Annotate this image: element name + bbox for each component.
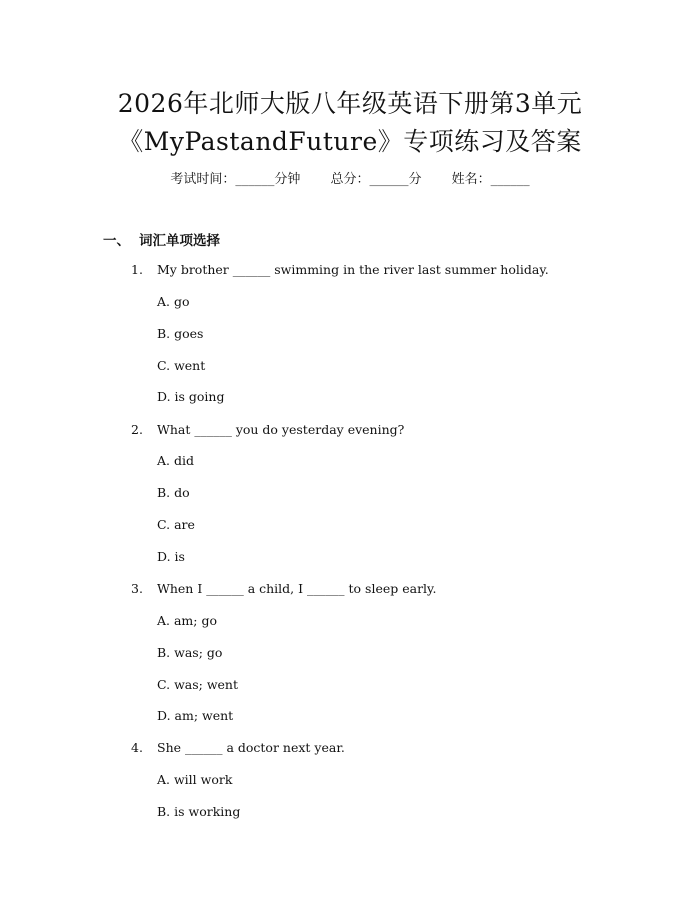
document-title-line-2: 《MyPastandFuture》专项练习及答案 xyxy=(118,127,582,156)
question-1-option-b: B. goes xyxy=(157,326,204,341)
question-2 xyxy=(131,422,404,437)
question-3-option-c: C. was; went xyxy=(157,677,238,692)
question-text: When I ______ a child, I ______ to sleep early. xyxy=(157,581,437,596)
question-number: 1. xyxy=(131,262,143,277)
question-number: 2. xyxy=(131,422,143,437)
question-2-option-b: B. do xyxy=(157,485,190,500)
question-2-option-c: C. are xyxy=(157,517,195,532)
question-3-option-b: B. was; go xyxy=(157,645,223,660)
section-title: 词汇单项选择 xyxy=(139,233,220,249)
question-1 xyxy=(131,262,549,277)
exam-total-score: 总分：______分 xyxy=(330,172,422,187)
question-4-option-a: A. will work xyxy=(157,772,233,787)
question-2-option-d: D. is xyxy=(157,549,185,564)
question-number: 4. xyxy=(131,740,143,755)
exam-name-field: 姓名：______ xyxy=(451,172,530,187)
document-title-line-1: 2026年北师大版八年级英语下册第3单元 xyxy=(117,89,583,118)
question-1-option-a: A. go xyxy=(157,294,190,309)
question-3-option-d: D. am; went xyxy=(157,708,234,723)
exam-time: 考试时间：______分钟 xyxy=(170,172,301,187)
question-number: 3. xyxy=(131,581,143,596)
question-text: She ______ a doctor next year. xyxy=(157,740,345,755)
question-text: My brother ______ swimming in the river last summer holiday. xyxy=(157,262,549,277)
question-4 xyxy=(131,740,345,755)
section-heading xyxy=(103,229,220,249)
exam-info xyxy=(0,168,700,187)
question-1-option-d: D. is going xyxy=(157,389,225,404)
question-3-option-a: A. am; go xyxy=(157,613,217,628)
section-number: 一、 xyxy=(103,233,130,249)
question-2-option-a: A. did xyxy=(157,453,194,468)
question-4-option-b: B. is working xyxy=(157,804,241,819)
question-text: What ______ you do yesterday evening? xyxy=(157,422,405,437)
question-3 xyxy=(131,581,436,596)
question-1-option-c: C. went xyxy=(157,358,206,373)
